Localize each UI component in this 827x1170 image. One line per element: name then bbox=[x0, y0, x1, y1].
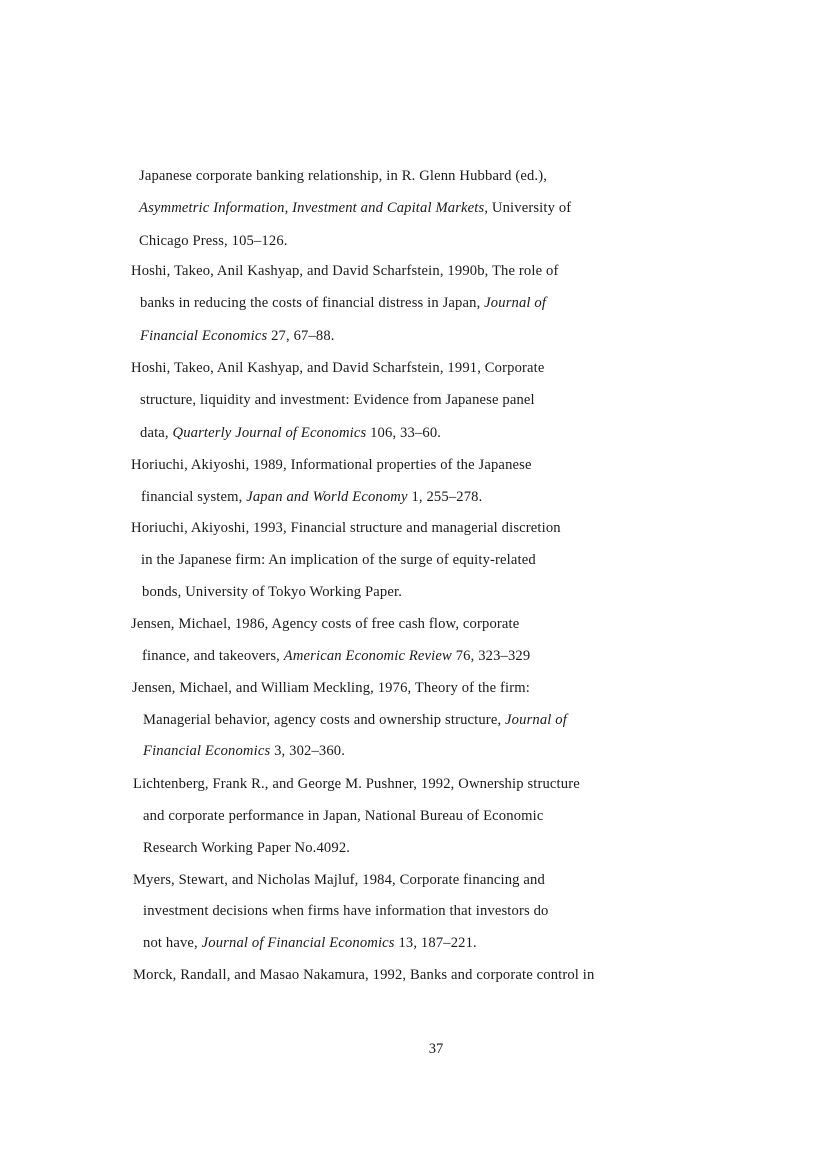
reference-text: finance, and takeovers, bbox=[142, 648, 284, 664]
reference-text: , University of bbox=[484, 200, 572, 216]
reference-line bbox=[133, 775, 580, 793]
reference-line bbox=[143, 934, 477, 952]
reference-text: banks in reducing the costs of financial distress in Japan, bbox=[140, 295, 485, 311]
reference-text: bonds, University of Tokyo Working Paper. bbox=[142, 584, 403, 600]
reference-text: Jensen, Michael, and William Meckling, 1976, Theory of the firm: bbox=[132, 680, 530, 696]
reference-line bbox=[131, 615, 519, 633]
page-number: 37 bbox=[428, 1041, 444, 1057]
reference-line bbox=[143, 902, 548, 920]
reference-text: Japanese corporate banking relationship, in R. Glenn Hubbard (ed.), bbox=[139, 168, 548, 184]
italic-title-text: Journal of bbox=[484, 295, 547, 311]
reference-line bbox=[139, 199, 571, 217]
reference-text: Lichtenberg, Frank R., and George M. Pushner, 1992, Ownership structure bbox=[133, 776, 580, 792]
reference-text: 13, 187–221. bbox=[394, 935, 477, 951]
reference-line bbox=[139, 232, 288, 250]
reference-line bbox=[140, 424, 441, 442]
italic-title-text: American Economic Review bbox=[283, 648, 452, 664]
reference-text: Managerial behavior, agency costs and ownership structure, bbox=[143, 712, 506, 728]
italic-title-text: Journal of bbox=[505, 712, 567, 728]
reference-line bbox=[131, 519, 561, 537]
reference-text: Jensen, Michael, 1986, Agency costs of free cash flow, corporate bbox=[131, 616, 520, 632]
reference-text: financial system, bbox=[141, 489, 247, 505]
reference-line bbox=[132, 679, 530, 697]
reference-text: 27, 67–88. bbox=[267, 328, 335, 344]
reference-text: 76, 323–329 bbox=[451, 648, 531, 664]
reference-line bbox=[142, 583, 402, 601]
italic-title-text: Quarterly Journal of Economics bbox=[172, 425, 367, 441]
reference-line bbox=[133, 871, 545, 889]
italic-title-text: Financial Economics bbox=[143, 743, 271, 759]
reference-text: Hoshi, Takeo, Anil Kashyap, and David Scharfstein, 1990b, The role of bbox=[131, 263, 559, 279]
reference-line bbox=[142, 647, 530, 665]
reference-text: in the Japanese firm: An implication of the surge of equity-related bbox=[141, 552, 536, 568]
reference-text: and corporate performance in Japan, National Bureau of Economic bbox=[143, 808, 544, 824]
reference-line bbox=[133, 966, 594, 984]
reference-line bbox=[131, 262, 558, 280]
reference-line bbox=[131, 359, 545, 377]
reference-text: Myers, Stewart, and Nicholas Majluf, 1984, Corporate financing and bbox=[133, 872, 545, 888]
reference-text: investment decisions when firms have information that investors do bbox=[143, 903, 549, 919]
reference-text: 1, 255–278. bbox=[407, 489, 483, 505]
reference-text: Morck, Randall, and Masao Nakamura, 1992, Banks and corporate control in bbox=[133, 967, 595, 983]
reference-line bbox=[143, 807, 543, 825]
reference-text: Chicago Press, 105–126. bbox=[139, 233, 288, 249]
reference-text: 3, 302–360. bbox=[270, 743, 346, 759]
italic-title-text: Journal of Financial Economics bbox=[201, 935, 395, 951]
reference-line bbox=[143, 742, 345, 760]
reference-line bbox=[143, 711, 567, 729]
reference-text: data, bbox=[140, 425, 173, 441]
reference-line bbox=[131, 456, 532, 474]
reference-line bbox=[140, 327, 335, 345]
reference-line bbox=[141, 488, 482, 506]
reference-line bbox=[140, 294, 546, 312]
reference-line bbox=[139, 167, 547, 185]
reference-line bbox=[140, 391, 535, 409]
reference-line bbox=[143, 839, 350, 857]
italic-title-text: Asymmetric Information, Investment and Capital Markets bbox=[139, 200, 485, 216]
reference-text: Horiuchi, Akiyoshi, 1989, Informational properties of the Japanese bbox=[131, 457, 532, 473]
italic-title-text: Japan and World Economy bbox=[246, 489, 408, 505]
reference-text: Horiuchi, Akiyoshi, 1993, Financial structure and managerial discretion bbox=[131, 520, 561, 536]
reference-text: Hoshi, Takeo, Anil Kashyap, and David Scharfstein, 1991, Corporate bbox=[131, 360, 545, 376]
reference-text: structure, liquidity and investment: Evidence from Japanese panel bbox=[140, 392, 535, 408]
reference-line bbox=[141, 551, 536, 569]
reference-text: not have, bbox=[143, 935, 202, 951]
reference-text: Research Working Paper No.4092. bbox=[143, 840, 351, 856]
reference-text: 106, 33–60. bbox=[366, 425, 442, 441]
italic-title-text: Financial Economics bbox=[140, 328, 268, 344]
